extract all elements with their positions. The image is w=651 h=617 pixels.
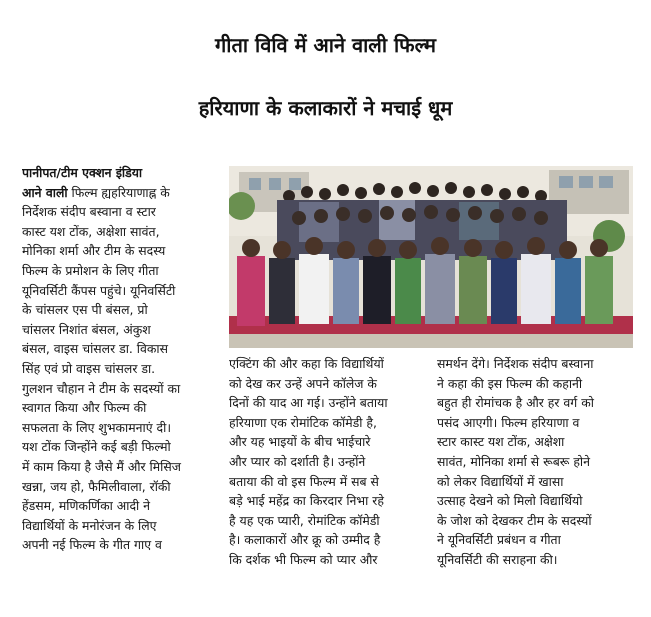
column-1-line: चांसलर निशांत बंसल, अंकुश	[22, 321, 151, 337]
column-2-line: दिनों की याद आ गई। उन्होंने बताया	[229, 395, 388, 411]
column-3-line: स्टार कास्ट यश टोंक, अक्षेशा	[437, 434, 565, 450]
column-3-line: पसंद आएगी। फिल्म हरियाणा व	[437, 414, 580, 430]
column-1-line: कास्ट यश टोंक, अक्षेशा सावंत,	[22, 223, 160, 239]
column-1-line: में काम किया है जैसे मैं और मिसिज	[22, 458, 181, 474]
column-1-line: निर्देशक संदीप बस्वाना व स्टार	[22, 204, 156, 220]
column-1-line: स्वागत किया और फिल्म की	[22, 400, 147, 416]
column-3-line: यूनिवर्सिटी की सराहना की।	[437, 551, 558, 567]
column-3-line: समर्थन देंगे। निर्देशक संदीप बस्वाना	[437, 356, 594, 371]
column-1-line: सिंह एवं प्रो वाइस चांसलर डा.	[22, 360, 156, 376]
column-1-body	[22, 183, 216, 555]
column-2-line: एक्टिंग की और कहा कि विद्यार्थियों	[229, 356, 384, 371]
column-2-line: और प्यार को दर्शाती है। उन्होंने	[229, 453, 366, 469]
column-3-line: ने कहा की इस फिल्म की कहानी	[437, 375, 583, 391]
column-1-line: के चांसलर एस पी बंसल, प्रो	[22, 302, 148, 318]
column-1-line: अपनी नई फिल्म के गीत गाए व	[22, 537, 162, 553]
column-2-line: बताया की वो इस फिल्म में सब से	[229, 473, 379, 489]
column-1-line: मोनिका शर्मा और टीम के सदस्य	[22, 243, 166, 259]
column-1-line: बंसल, वाइस चांसलर डा. विकास	[22, 341, 169, 357]
column-3-line: बहुत ही रोमांचक है और हर वर्ग को	[437, 395, 594, 411]
group-photo-illustration	[229, 166, 633, 348]
column-1-line: सफलता के लिए शुभकामनाएं दी।	[22, 419, 172, 435]
column-1-line: गुलशन चौहान ने टीम के सदस्यों का	[22, 380, 181, 396]
column-2-line: है यह एक प्यारी, रोमांटिक कॉमेडी	[229, 512, 380, 528]
column-2-line: है। कलाकारों और क्रू को उम्मीद है	[229, 532, 381, 548]
article-column-2	[229, 354, 425, 570]
column-2-body	[229, 354, 425, 570]
column-3-line: सावंत, मोनिका शर्मा से रूबरू होने	[437, 453, 591, 469]
column-1-line: आने वाली फिल्म ह्यहरियाणाह्न के	[22, 184, 170, 200]
column-2-line: हरियाणा एक रोमांटिक कॉमेडी है,	[229, 414, 377, 430]
group-photo	[229, 166, 633, 348]
column-1-line: यूनिवर्सिटी कैंपस पहुंचे। यूनिवर्सिटी	[22, 282, 176, 298]
headline-line-2: हरियाणा के कलाकारों ने मचाई धूम	[198, 96, 453, 120]
headline-line-1: गीता विवि में आने वाली फिल्म	[215, 33, 436, 57]
column-3-line: को लेकर विद्यार्थियों में खासा	[437, 473, 564, 489]
column-3-line: के जोश को देखकर टीम के सदस्यों	[437, 512, 592, 528]
column-1-line: हेंडसम, मणिकर्णिका आदी ने	[22, 498, 151, 514]
article-column-3	[437, 354, 633, 570]
column-2-line: को देख कर उन्हें अपने कॉलेज के	[229, 375, 377, 391]
article-column-1	[22, 163, 216, 555]
column-3-line: ने यूनिवर्सिटी प्रबंधन व गीता	[437, 532, 561, 548]
column-3-body	[437, 354, 633, 570]
column-2-line: बड़े भाई महेंद्र का किरदार निभा रहे	[229, 493, 384, 509]
column-2-line: कि दर्शक भी फिल्म को प्यार और	[229, 551, 378, 567]
column-1-line: फिल्म के प्रमोशन के लिए गीता	[22, 262, 159, 278]
column-1-line: यश टोंक जिन्होंने कई बड़ी फिल्मो	[22, 439, 171, 455]
column-3-line: उत्साह देखने को मिलो विद्यार्थियो	[437, 493, 583, 509]
lead-in: आने वाली	[22, 184, 68, 200]
column-2-line: और यह भाइयों के बीच भाईचारे	[229, 434, 371, 450]
column-1-line: विद्यार्थियों के मनोरंजन के लिए	[22, 517, 157, 533]
dateline: पानीपत/टीम एक्शन इंडिया	[22, 165, 143, 180]
column-1-line: खन्ना, जय हो, फैमिलीवाला, रॉकी	[22, 478, 171, 494]
